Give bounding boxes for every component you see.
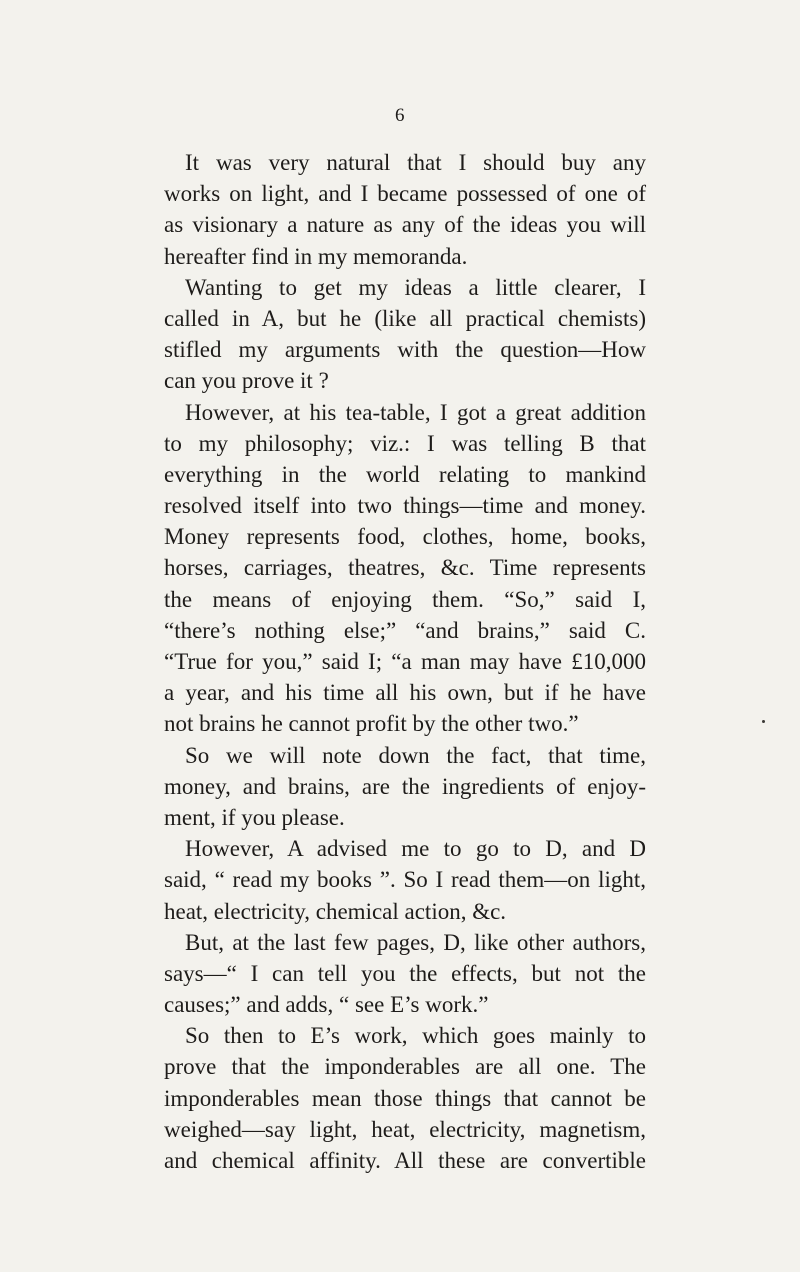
text-line: imponderables mean those things that cannot be [164, 1085, 646, 1111]
margin-speck [762, 720, 765, 723]
text-line: causes;” and adds, “ see E’s work.” [164, 992, 489, 1018]
text-line: says—“ I can tell you the effects, but not the [164, 960, 646, 986]
page-number: 6 [395, 105, 405, 126]
text-line: to my philosophy; viz.: I was telling B that [164, 430, 646, 456]
text-line: Money represents food, clothes, home, books, [164, 524, 646, 550]
body-text [164, 147, 646, 1176]
text-line: “True for you,” said I; “a man may have £10,000 [164, 649, 646, 674]
text-line: can you prove it ? [164, 368, 329, 394]
text-line: heat, electricity, chemical action, &c. [164, 898, 507, 924]
text-line: resolved itself into two things—time and money. [164, 493, 646, 519]
text-line: as visionary a nature as any of the ideas you will [164, 212, 646, 238]
text-line: said, “ read my books ”. So I read them—on light, [164, 867, 646, 893]
text-line: However, at his tea-table, I got a great addition [185, 399, 646, 425]
text-line: money, and brains, are the ingredients of enjoy- [164, 773, 646, 799]
text-line: weighed—say light, heat, electricity, magnetism, [164, 1116, 646, 1142]
text-line: So then to E’s work, which goes mainly to [185, 1023, 646, 1049]
text-line: and chemical affinity. All these are convertible [164, 1148, 646, 1173]
text-line: Wanting to get my ideas a little clearer, I [185, 274, 646, 300]
text-line: horses, carriages, theatres, &c. Time represents [164, 555, 646, 581]
text-line: not brains he cannot profit by the other two.” [164, 711, 579, 737]
text-line: prove that the imponderables are all one. The [164, 1054, 646, 1080]
text-line: works on light, and I became possessed of one of [164, 181, 646, 207]
text-line: ment, if you please. [164, 804, 345, 830]
text-line: hereafter find in my memoranda. [164, 243, 468, 269]
text-line: “there’s nothing else;” “and brains,” said C. [164, 617, 646, 643]
text-line: a year, and his time all his own, but if he have [164, 680, 646, 706]
text-line: called in A, but he (like all practical chemists) [164, 305, 646, 331]
text-line: everything in the world relating to mankind [164, 461, 646, 487]
text-line: stifled my arguments with the question—How [164, 337, 646, 363]
text-line: But, at the last few pages, D, like other authors, [185, 929, 646, 955]
text-line: It was very natural that I should buy any [185, 150, 646, 175]
text-line: However, A advised me to go to D, and D [185, 836, 646, 862]
text-line: the means of enjoying them. “So,” said I, [164, 586, 646, 612]
text-line: So we will note down the fact, that time, [185, 742, 646, 768]
